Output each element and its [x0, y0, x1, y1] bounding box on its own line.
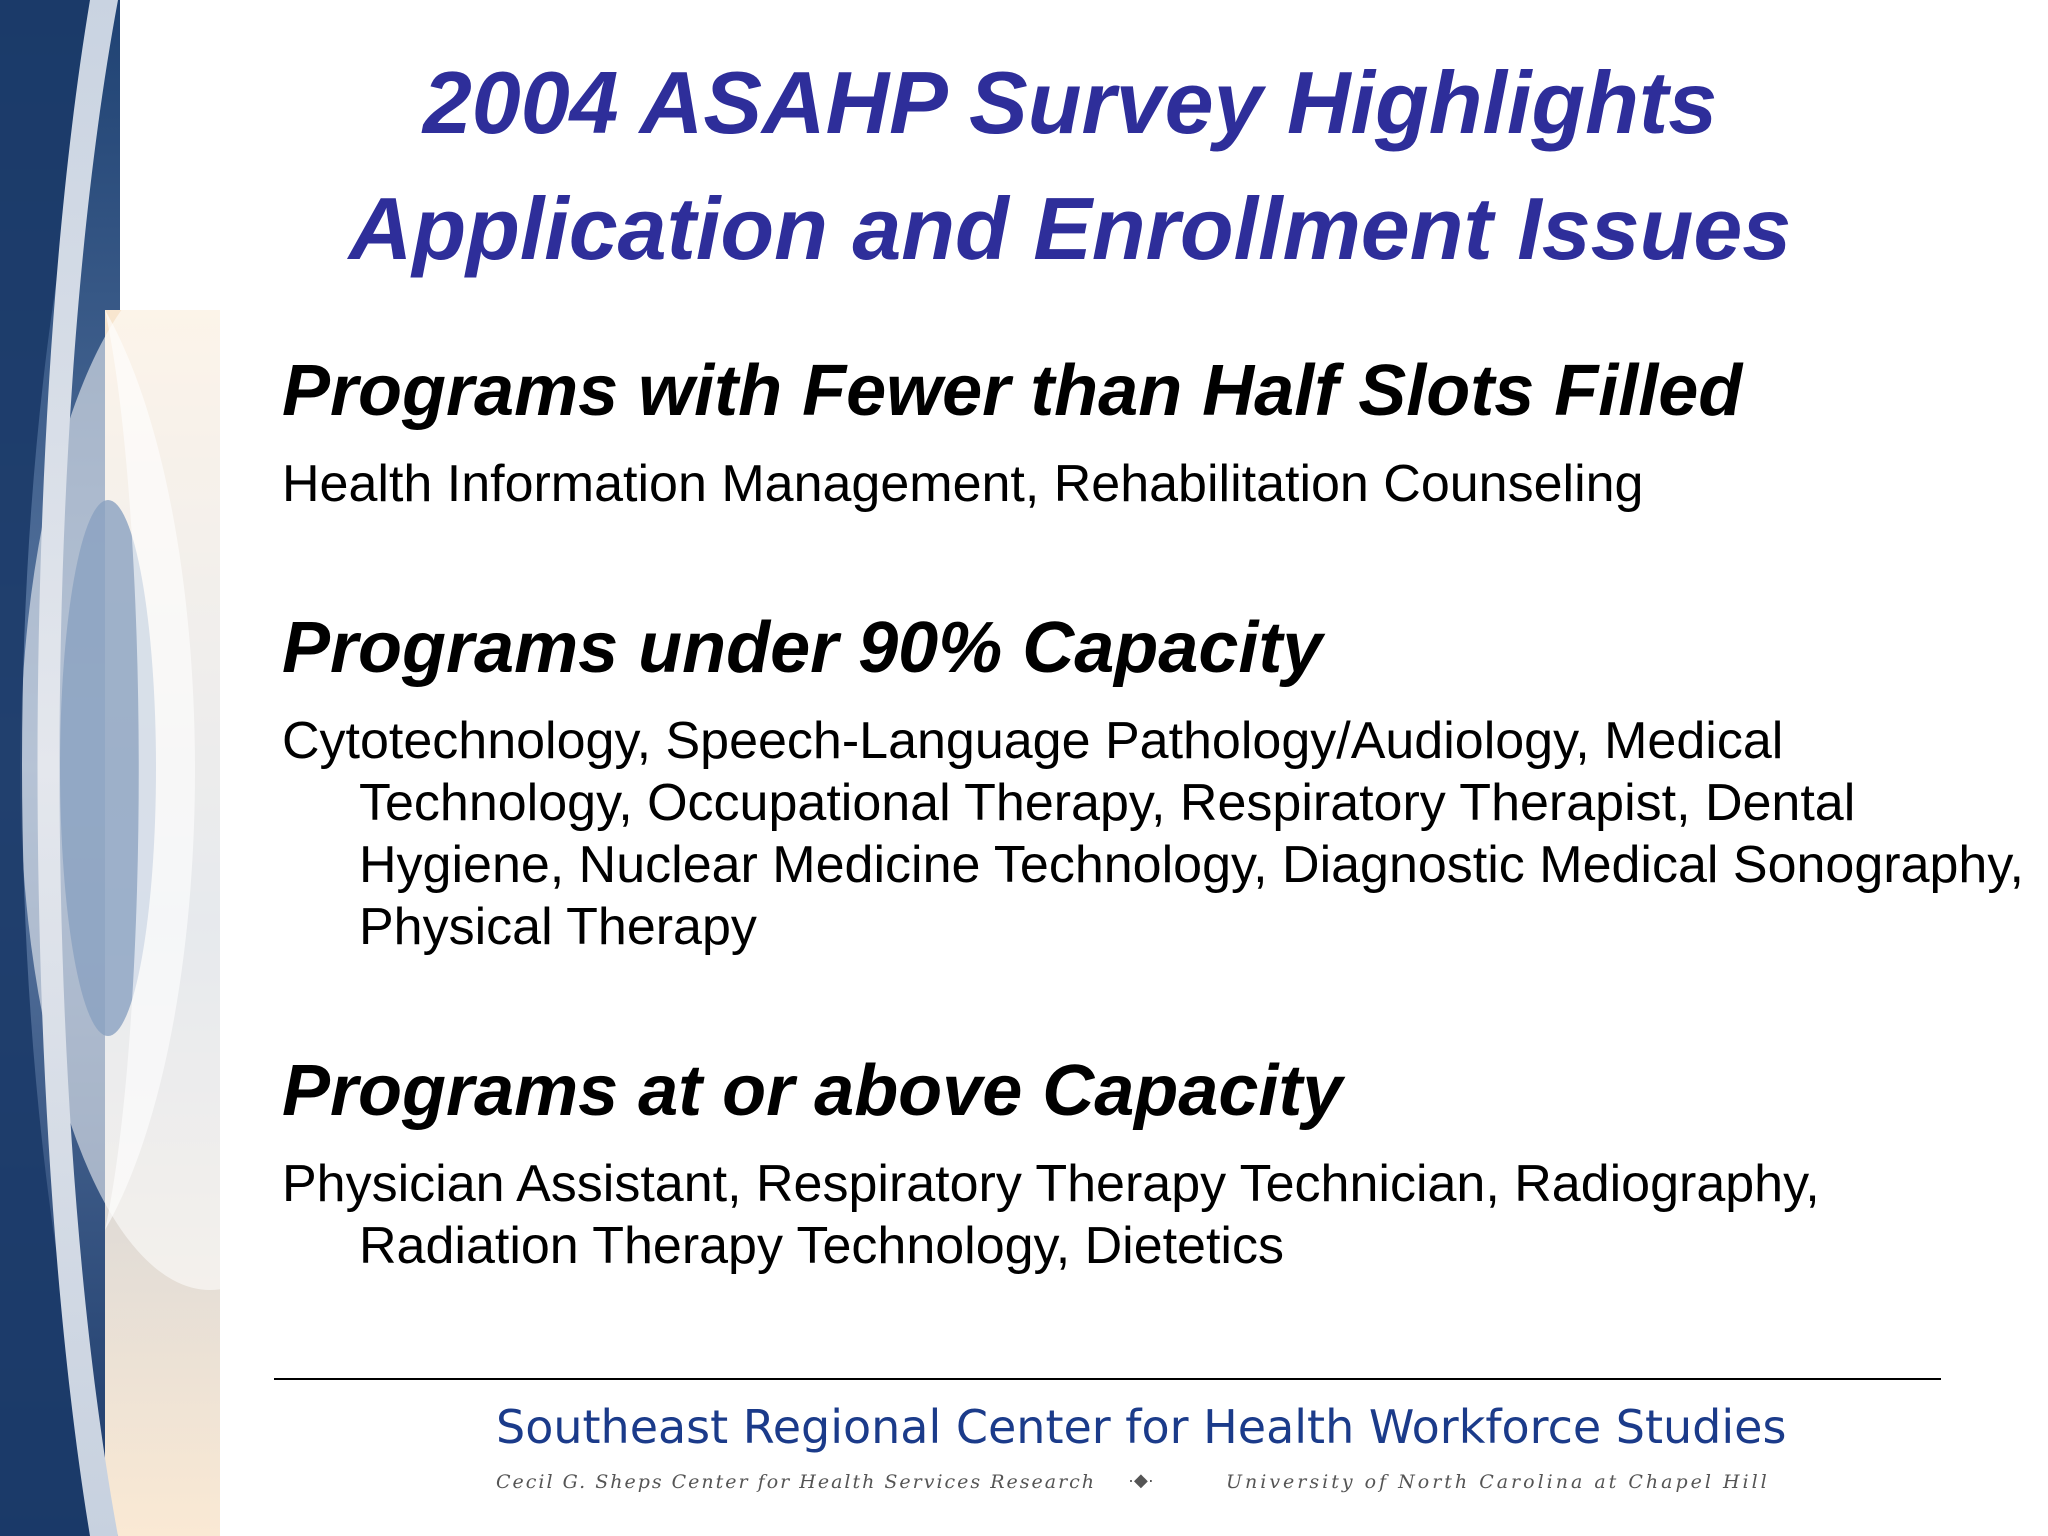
title-line-2: Application and Enrollment Issues [348, 179, 1792, 278]
footer-separator: ·◆· [1128, 1470, 1154, 1490]
section-heading-half-slots: Programs with Fewer than Half Slots Filled [282, 351, 1743, 431]
section-heading-under-90: Programs under 90% Capacity [282, 608, 1323, 688]
decorative-arcs [0, 0, 230, 1536]
section-body-under-90: Cytotechnology, Speech-Language Pathology/Audiology, Medical Technology, Occupational Therapy, Respiratory Therapist, Dental Hygiene, Nuclear Medicine Technology, Diagnostic Medical Sonography, Physical Therapy [282, 712, 2024, 956]
footer-left-subtitle: Cecil G. Sheps Center for Health Services Research [496, 1471, 1097, 1493]
section-heading-at-capacity: Programs at or above Capacity [282, 1051, 1343, 1131]
footer-center-name: Southeast Regional Center for Health Workforce Studies [496, 1400, 1787, 1454]
title-line-1: 2004 ASAHP Survey Highlights [422, 53, 1718, 152]
slide-title [200, 40, 1940, 292]
footer-divider [274, 1378, 1941, 1380]
section-body-at-capacity: Physician Assistant, Respiratory Therapy Technician, Radiography, Radiation Therapy Technology, Dietetics [282, 1155, 1820, 1275]
footer-right-subtitle: University of North Carolina at Chapel Hill [1226, 1471, 1770, 1493]
section-body-half-slots: Health Information Management, Rehabilitation Counseling [282, 455, 1644, 513]
